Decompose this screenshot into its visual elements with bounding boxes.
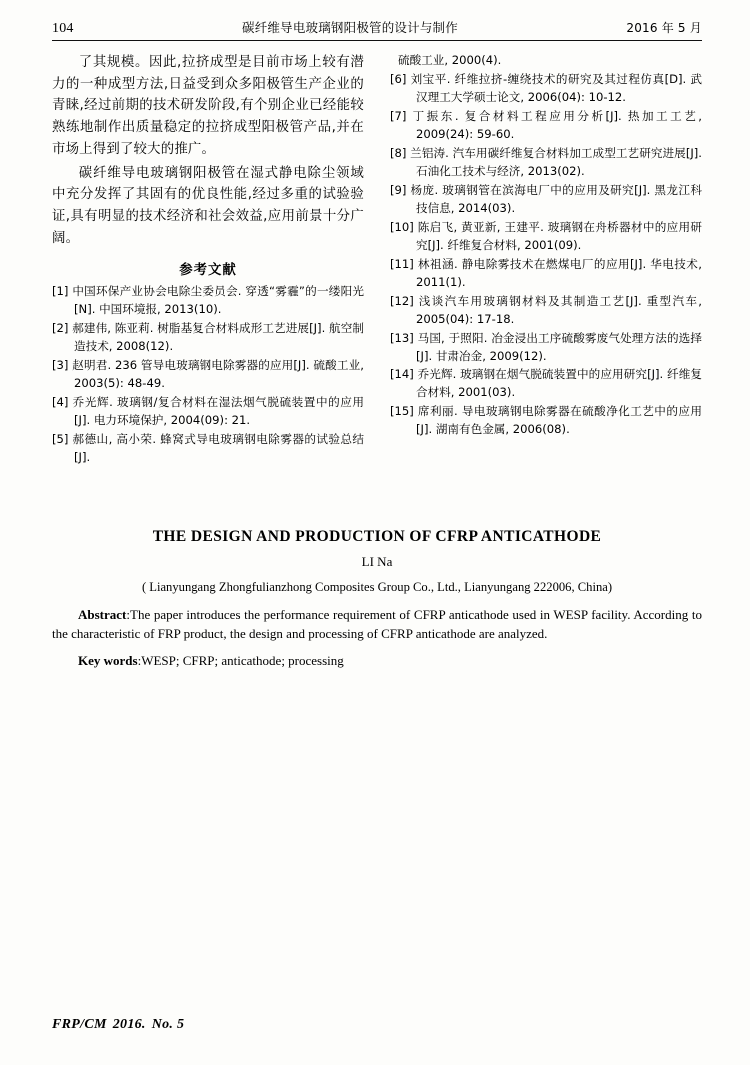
right-column bbox=[390, 52, 702, 468]
footer-year: 2016. bbox=[112, 1017, 146, 1032]
reference-item: [13] 马国, 于照阳. 冶金浸出工序硫酸雾废气处理方法的选择[J]. 甘肃冶金, 2009(12). bbox=[390, 330, 702, 363]
reference-item: [12] 浅谈汽车用玻璃钢材料及其制造工艺[J]. 重型汽车, 2005(04): 17-18. bbox=[390, 293, 702, 326]
reference-item: [10] 陈启飞, 黄亚新, 王建平. 玻璃钢在舟桥器材中的应用研究[J]. 纤维复合材料, 2001(09). bbox=[390, 219, 702, 252]
english-author: LI Na bbox=[361, 554, 393, 569]
footer-journal: FRP/CM bbox=[52, 1017, 107, 1032]
reference-continuation: 硫酸工业, 2000(4). bbox=[398, 53, 502, 67]
reference-item: [2] 郝建伟, 陈亚莉. 树脂基复合材料成形工艺进展[J]. 航空制造技术, 2008(12). bbox=[52, 321, 364, 354]
reference-list-right bbox=[390, 71, 702, 439]
reference-item: [5] 郝德山, 高小荣. 蜂窝式导电玻璃钢电除雾器的试验总结[J]. bbox=[52, 432, 364, 465]
reference-item: [1] 中国环保产业协会电除尘委员会. 穿透“雾霾”的一缕阳光[N]. 中国环境报, 2013(10). bbox=[52, 284, 364, 317]
reference-item: [9] 杨庞. 玻璃钢管在滨海电厂中的应用及研究[J]. 黑龙江科技信息, 2014(03). bbox=[390, 182, 702, 215]
page-footer bbox=[52, 1017, 184, 1033]
english-keywords bbox=[52, 651, 702, 670]
running-title: 碳纤维导电玻璃钢阳极管的设计与制作 bbox=[242, 20, 458, 35]
abstract-label: Abstract bbox=[78, 607, 127, 622]
reference-list-left bbox=[52, 283, 364, 467]
english-abstract bbox=[52, 605, 702, 643]
left-column bbox=[52, 52, 364, 468]
header-rule bbox=[52, 40, 702, 41]
keywords-text: :WESP; CFRP; anticathode; processing bbox=[137, 653, 344, 669]
english-affiliation: ( Lianyungang Zhongfulianzhong Composites Group Co., Ltd., Lianyungang 222006, China) bbox=[141, 580, 613, 594]
reference-item: [14] 乔光辉. 玻璃钢在烟气脱硫装置中的应用研究[J]. 纤维复合材料, 2001(03). bbox=[390, 367, 702, 400]
body-paragraph: 了其规模。因此,拉挤成型是目前市场上较有潜力的一种成型方法,日益受到众多阳极管生产企业的青睐,经过前期的技术研发阶段,有个别企业已经能较熟练地制作出质量稳定的拉挤成型阳极管产品,并在市场上得到了较大的推广。 bbox=[52, 55, 364, 157]
reference-item: [15] 席利丽. 导电玻璃钢电除雾器在硫酸净化工艺中的应用[J]. 湖南有色金属, 2006(08). bbox=[390, 404, 702, 437]
page-number: 104 bbox=[52, 21, 74, 36]
reference-item: [4] 乔光辉. 玻璃钢/复合材料在湿法烟气脱硫装置中的应用[J]. 电力环境保护, 2004(09): 21. bbox=[52, 395, 364, 428]
two-column-body bbox=[52, 52, 702, 468]
abstract-text: :The paper introduces the performance requirement of CFRP anticathode used in WESP facility. According to the characteristic of FRP product, the design and processing of CFRP anticathode are analyzed. bbox=[52, 607, 702, 642]
reference-item: [3] 赵明君. 236 管导电玻璃钢电除雾器的应用[J]. 硫酸工业, 2003(5): 48-49. bbox=[52, 358, 364, 391]
reference-item: [8] 兰铝涛. 汽车用碳纤维复合材料加工成型工艺研究进展[J]. 石油化工技术与经济, 2013(02). bbox=[390, 145, 702, 178]
keywords-label: Key words bbox=[78, 653, 138, 669]
reference-item: [7] 丁振东. 复合材料工程应用分析[J]. 热加工工艺, 2009(24): 59-60. bbox=[390, 108, 702, 141]
footer-issue: No. 5 bbox=[151, 1017, 185, 1032]
running-head bbox=[52, 18, 702, 37]
body-paragraph: 碳纤维导电玻璃钢阳极管在湿式静电除尘领域中充分发挥了其固有的优良性能,经过多重的试验验证,具有明显的技术经济和社会效益,应用前景十分广阔。 bbox=[52, 165, 364, 246]
english-abstract-block bbox=[52, 528, 702, 671]
reference-item: [6] 刘宝平. 纤维拉挤-缠绕技术的研究及其过程仿真[D]. 武汉理工大学硕士论文, 2006(04): 10-12. bbox=[390, 71, 702, 104]
english-title: THE DESIGN AND PRODUCTION OF CFRP ANTICATHODE bbox=[152, 528, 602, 545]
issue-date: 2016 年 5 月 bbox=[626, 21, 702, 35]
references-heading: 参考文献 bbox=[179, 263, 237, 279]
reference-item: [11] 林祖涵. 静电除雾技术在燃煤电厂的应用[J]. 华电技术, 2011(1). bbox=[390, 256, 702, 289]
